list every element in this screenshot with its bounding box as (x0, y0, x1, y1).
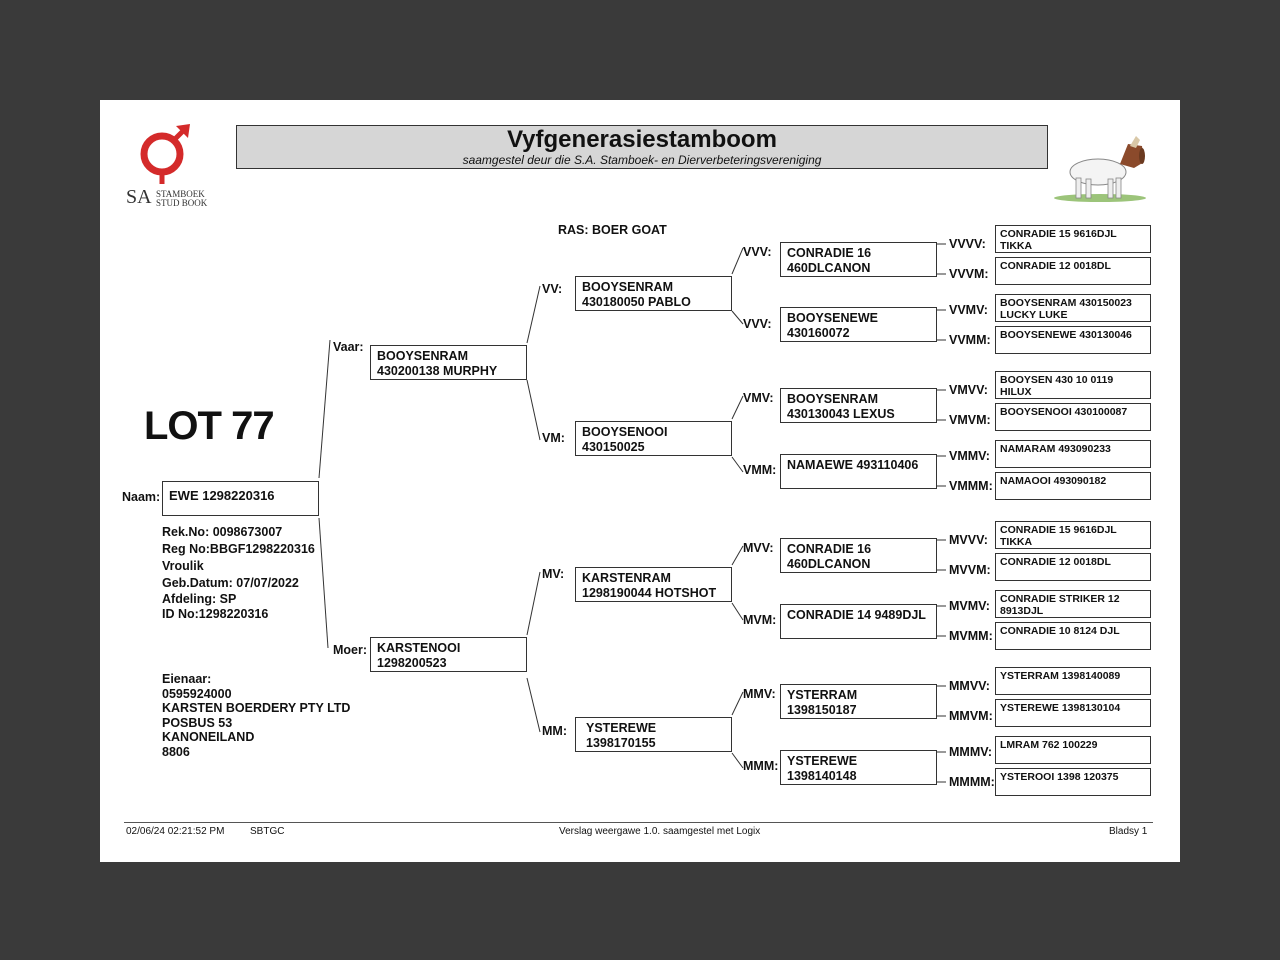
gen2-box-mm (575, 717, 732, 752)
gen4-box (995, 225, 1151, 253)
gen2-box-vm (575, 421, 732, 456)
gen3-line1: NAMAEWE 493110406 (787, 458, 919, 472)
gen3-line1: CONRADIE 14 9489DJL (787, 608, 926, 622)
gen4-text: CONRADIE STRIKER 12 8913DJL (1000, 593, 1120, 617)
owner-label: Eienaar: (162, 672, 212, 686)
connector-line (732, 311, 743, 324)
gen4-label: VMVV: (949, 383, 988, 397)
gen4-text: CONRADIE 15 9616DJL TIKKA (1000, 524, 1117, 548)
gen2-label: VV: (542, 282, 563, 296)
gen4-box (995, 768, 1151, 796)
subject-name: EWE 1298220316 (169, 488, 275, 503)
connector-line (732, 546, 743, 565)
gen2-box-vv (575, 276, 732, 311)
connector-line (732, 457, 743, 472)
gen4-box (995, 590, 1151, 618)
gen3-label: VMV: (743, 391, 774, 405)
gen4-label: MVMM: (949, 629, 993, 643)
gen4-box (995, 294, 1151, 322)
gen4-box (995, 699, 1151, 727)
dam-box (370, 637, 527, 672)
gen4-label: MVMV: (949, 599, 990, 613)
gen4-text: YSTEROOI 1398 120375 (1000, 771, 1119, 783)
logo-line2: STUD BOOK (156, 198, 208, 208)
dam-line2: 1298200523 (377, 656, 447, 670)
gen2-line1: BOOYSENRAM (582, 280, 673, 294)
gen3-label: VVV: (743, 245, 772, 259)
connector-line (732, 603, 743, 620)
gen1-label: Moer: (333, 643, 368, 657)
detail-reg-no: Reg No:BBGF1298220316 (162, 542, 315, 556)
gen3-line1: YSTERRAM (787, 688, 858, 702)
naam-label: Naam: (122, 490, 161, 504)
logo-sa-text: SA (126, 186, 152, 208)
gen4-label: VVMM: (949, 333, 991, 347)
connector-line (732, 692, 743, 715)
gen4-box (995, 326, 1151, 354)
gen3-box (780, 454, 937, 489)
gen3-label: MMV: (743, 687, 776, 701)
connector-line (732, 248, 743, 274)
gen4-label: MVVV: (949, 533, 988, 547)
gen3-box (780, 538, 937, 573)
gen4-text: BOOYSEN 430 10 0119 HILUX (1000, 374, 1114, 398)
detail-rek-no: Rek.No: 0098673007 (162, 525, 283, 539)
gen4-box (995, 553, 1151, 581)
sire-line1: BOOYSENRAM (377, 349, 468, 363)
dam-line1: KARSTENOOI (377, 641, 461, 655)
gen1-label: Vaar: (333, 340, 364, 354)
owner-block (162, 672, 350, 759)
gen3-box (780, 242, 937, 277)
sire-line2: 430200138 MURPHY (377, 364, 498, 378)
gen4-label: MMMM: (949, 775, 995, 789)
gen3-box (780, 750, 937, 785)
gen4-label: VMMM: (949, 479, 993, 493)
connector-line (319, 518, 328, 648)
gen2-label: MV: (542, 567, 565, 581)
gen4-text: BOOYSENOOI 430100087 (1000, 406, 1128, 418)
gen4-text: CONRADIE 12 0018DL (1000, 556, 1111, 568)
gen4-label: MMMV: (949, 745, 993, 759)
gen4-text: NAMAOOI 493090182 (1000, 475, 1107, 487)
page-subtitle: saamgestel deur die S.A. Stamboek- en Dierverbeteringsvereniging (462, 153, 822, 167)
gen4-box (995, 472, 1151, 500)
connector-line (527, 380, 540, 440)
owner-line: KANONEILAND (162, 730, 255, 744)
gen2-line1: YSTEREWE (586, 721, 657, 735)
gen2-line2: 430150025 (582, 440, 645, 454)
gen3-line2: 460DLCANON (787, 557, 871, 571)
gen3-line2: 1398140148 (787, 769, 857, 783)
gen4-text: CONRADIE 15 9616DJL TIKKA (1000, 228, 1117, 252)
detail-division: Afdeling: SP (162, 592, 237, 606)
sire-box (370, 345, 527, 380)
gen3-line2: 1398150187 (787, 703, 857, 717)
animal-details (162, 524, 315, 622)
gen3-line1: CONRADIE 16 (787, 542, 872, 556)
gen4-box (995, 622, 1151, 650)
subject-animal-box (162, 481, 319, 516)
gen4-label: MVVM: (949, 563, 991, 577)
gen2-line2: 1298190044 HOTSHOT (582, 586, 717, 600)
detail-id-no: ID No:1298220316 (162, 607, 269, 621)
footer-version: Verslag weergawe 1.0. saamgestel met Logix (559, 826, 761, 837)
gen4-text: YSTERRAM 1398140089 (1000, 670, 1121, 682)
footer-code: SBTGC (250, 826, 285, 837)
gen4-label: VMVM: (949, 413, 991, 427)
gen3-box (780, 604, 937, 639)
page-title: Vyfgenerasiestamboom (507, 126, 777, 153)
connector-line (732, 396, 743, 419)
gen4-label: VVMV: (949, 303, 988, 317)
connector-line (527, 572, 540, 635)
gen4-box (995, 521, 1151, 549)
gen4-label: VVVM: (949, 267, 989, 281)
gen3-box (780, 684, 937, 719)
gen3-line1: BOOYSENEWE (787, 311, 878, 325)
gen4-box (995, 403, 1151, 431)
gen2-box-mv (575, 567, 732, 602)
detail-sex: Vroulik (162, 559, 204, 573)
gen3-line2: 460DLCANON (787, 261, 871, 275)
gen4-box (995, 440, 1151, 468)
connector-line (319, 340, 330, 478)
gen2-line2: 430180050 PABLO (582, 295, 691, 309)
gen3-label: MVM: (743, 613, 777, 627)
connector-line (527, 286, 540, 343)
gen4-text: YSTEREWE 1398130104 (1000, 702, 1121, 714)
owner-line: KARSTEN BOERDERY PTY LTD (162, 701, 351, 715)
gen2-line1: KARSTENRAM (582, 571, 671, 585)
gen3-line1: BOOYSENRAM (787, 392, 878, 406)
owner-line: POSBUS 53 (162, 715, 233, 730)
breed-label: RAS: BOER GOAT (558, 223, 667, 237)
gen3-box (780, 388, 937, 423)
owner-line: 0595924000 (162, 686, 232, 701)
detail-birth-date: Geb.Datum: 07/07/2022 (162, 576, 299, 590)
logo-line1: STAMBOEK (156, 189, 205, 199)
gen4-label: VVVV: (949, 237, 986, 251)
gen4-text: NAMARAM 493090233 (1000, 443, 1111, 455)
gen3-line2: 430160072 (787, 326, 850, 340)
gen3-line1: CONRADIE 16 (787, 246, 872, 260)
gen2-line2: 1398170155 (586, 736, 656, 750)
gen4-text: CONRADIE 10 8124 DJL (1000, 625, 1120, 637)
gen4-text: LMRAM 762 100229 (1000, 739, 1098, 751)
gen3-box (780, 307, 937, 342)
gen3-label: MMM: (743, 759, 779, 773)
gen4-text: BOOYSENEWE 430130046 (1000, 329, 1132, 341)
gen4-box (995, 667, 1151, 695)
gen4-label: MMVV: (949, 679, 990, 693)
gen3-label: VVV: (743, 317, 772, 331)
gen4-box (995, 371, 1151, 399)
footer-datetime: 02/06/24 02:21:52 PM (126, 826, 225, 837)
gen3-line1: YSTEREWE (787, 754, 858, 768)
gen4-text: BOOYSENRAM 430150023 LUCKY LUKE (1000, 297, 1132, 321)
gen2-label: MM: (542, 724, 567, 738)
gen3-line2: 430130043 LEXUS (787, 407, 895, 421)
gen2-line1: BOOYSENOOI (582, 425, 668, 439)
connector-line (527, 678, 540, 732)
gen3-label: VMM: (743, 463, 777, 477)
lot-number: LOT 77 (144, 404, 274, 448)
gen4-box (995, 736, 1151, 764)
pedigree-document (100, 100, 1180, 862)
footer-divider (124, 822, 1153, 823)
gen4-box (995, 257, 1151, 285)
gen4-text: CONRADIE 12 0018DL (1000, 260, 1111, 272)
gen4-label: VMMV: (949, 449, 990, 463)
gen2-label: VM: (542, 431, 565, 445)
gen4-label: MMVM: (949, 709, 993, 723)
owner-line: 8806 (162, 744, 190, 759)
gen3-label: MVV: (743, 541, 774, 555)
footer-page: Bladsy 1 (1109, 826, 1148, 837)
connector-line (732, 753, 743, 768)
